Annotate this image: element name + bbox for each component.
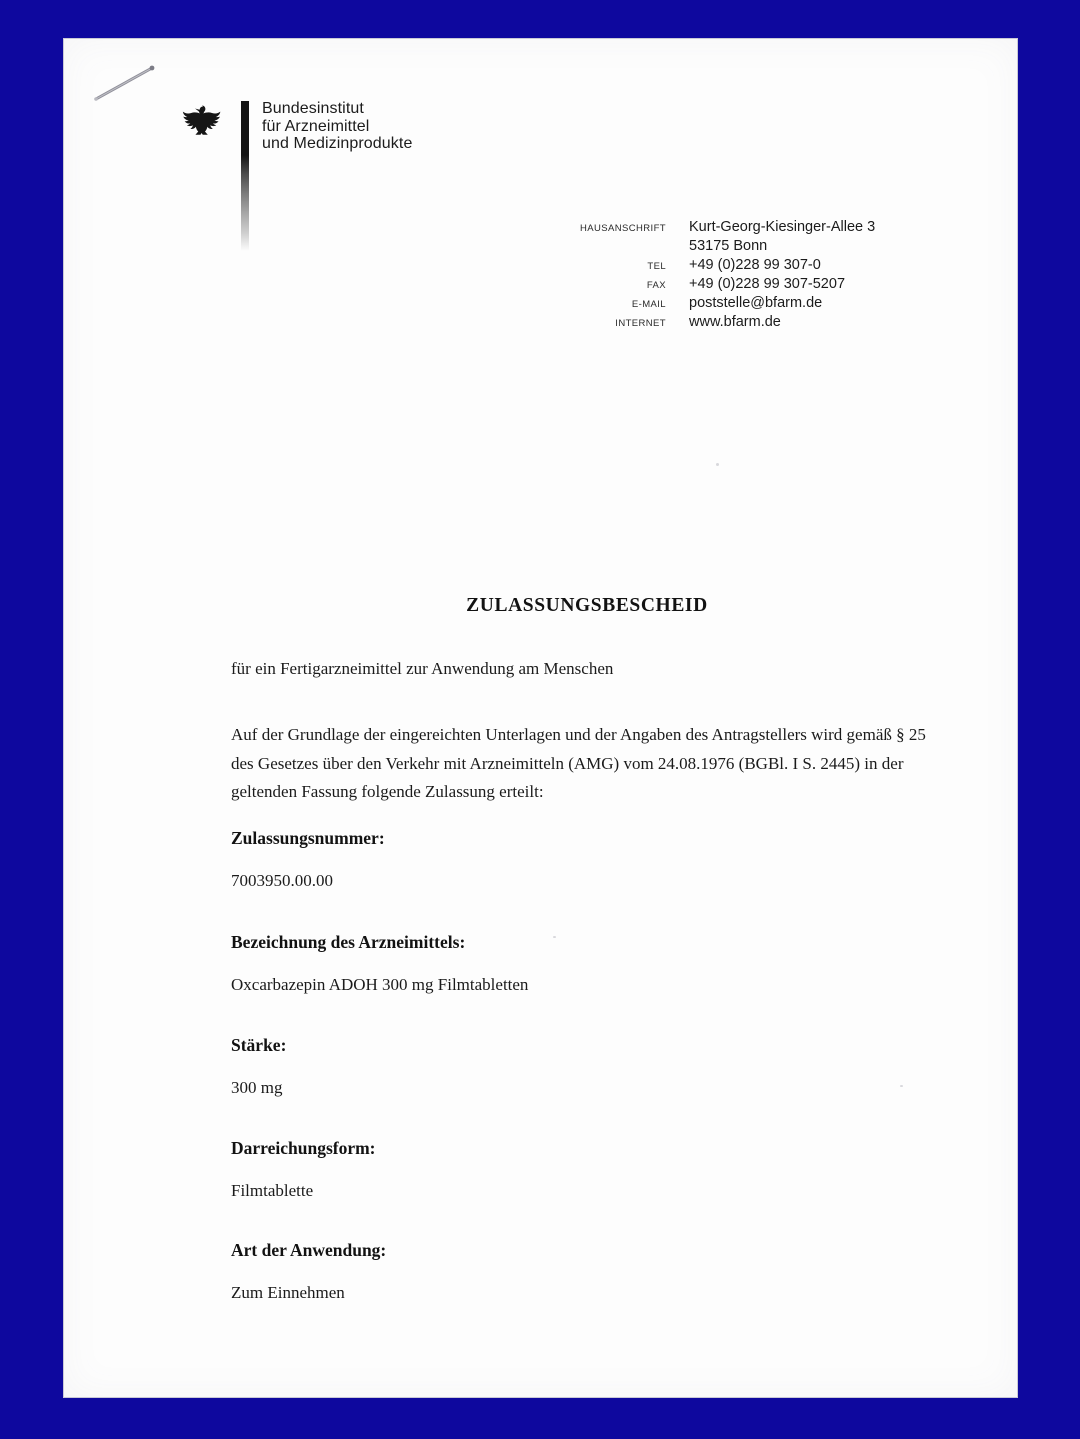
staple-mark-icon [92,61,158,103]
institute-name-line: und Medizinprodukte [262,135,413,152]
field-staerke [231,1034,943,1099]
field-bezeichnung [231,931,943,996]
field-value: Zum Einnehmen [231,1283,345,1302]
contact-label: INTERNET [615,318,666,329]
document-subtitle: für ein Fertigarzneimittel zur Anwendung am Menschen [231,659,614,678]
field-label: Darreichungsform: [231,1138,376,1158]
field-art-der-anwendung [231,1239,943,1304]
intro-paragraph: Auf der Grundlage der eingereichten Unterlagen und der Angaben des Antragstellers wird gemäß § 25 des Gesetzes über den Verkehr mit Arzneimitteln (AMG) vom 24.08.1976 (BGBl. I S. 2445) in der geltenden Fassung folgende Zulassung erteilt: [231,725,926,801]
contact-value: +49 (0)228 99 307-0 [689,257,821,273]
field-value: Oxcarbazepin ADOH 300 mg Filmtabletten [231,975,529,994]
contact-value: 53175 Bonn [689,238,768,254]
contact-label: FAX [646,280,666,291]
document-title: ZULASSUNGSBESCHEID [466,595,708,616]
institute-name-line: Bundesinstitut [262,100,364,117]
federal-eagle-icon [182,102,224,146]
contact-value: poststelle@bfarm.de [689,295,823,311]
field-darreichungsform [231,1137,943,1202]
field-label: Stärke: [231,1035,287,1055]
field-zulassungsnummer [231,827,943,892]
field-value: Filmtablette [231,1181,314,1200]
contact-value: +49 (0)228 99 307-5207 [689,276,846,292]
contact-label: E-MAIL [631,299,666,310]
field-value: 300 mg [231,1078,283,1097]
institute-name-line: für Arzneimittel [262,117,370,135]
contact-label: TEL [647,261,666,272]
contact-value: www.bfarm.de [689,314,781,330]
letter-body [231,39,943,1397]
field-label: Bezeichnung des Arzneimittels: [231,932,466,952]
contact-label: HAUSANSCHRIFT [580,223,666,234]
field-label: Art der Anwendung: [231,1240,387,1260]
field-label: Zulassungsnummer: [231,828,385,848]
document-page [63,38,1018,1398]
field-value: 7003950.00.00 [231,871,333,890]
contact-value: Kurt-Georg-Kiesinger-Allee 3 [689,219,876,235]
